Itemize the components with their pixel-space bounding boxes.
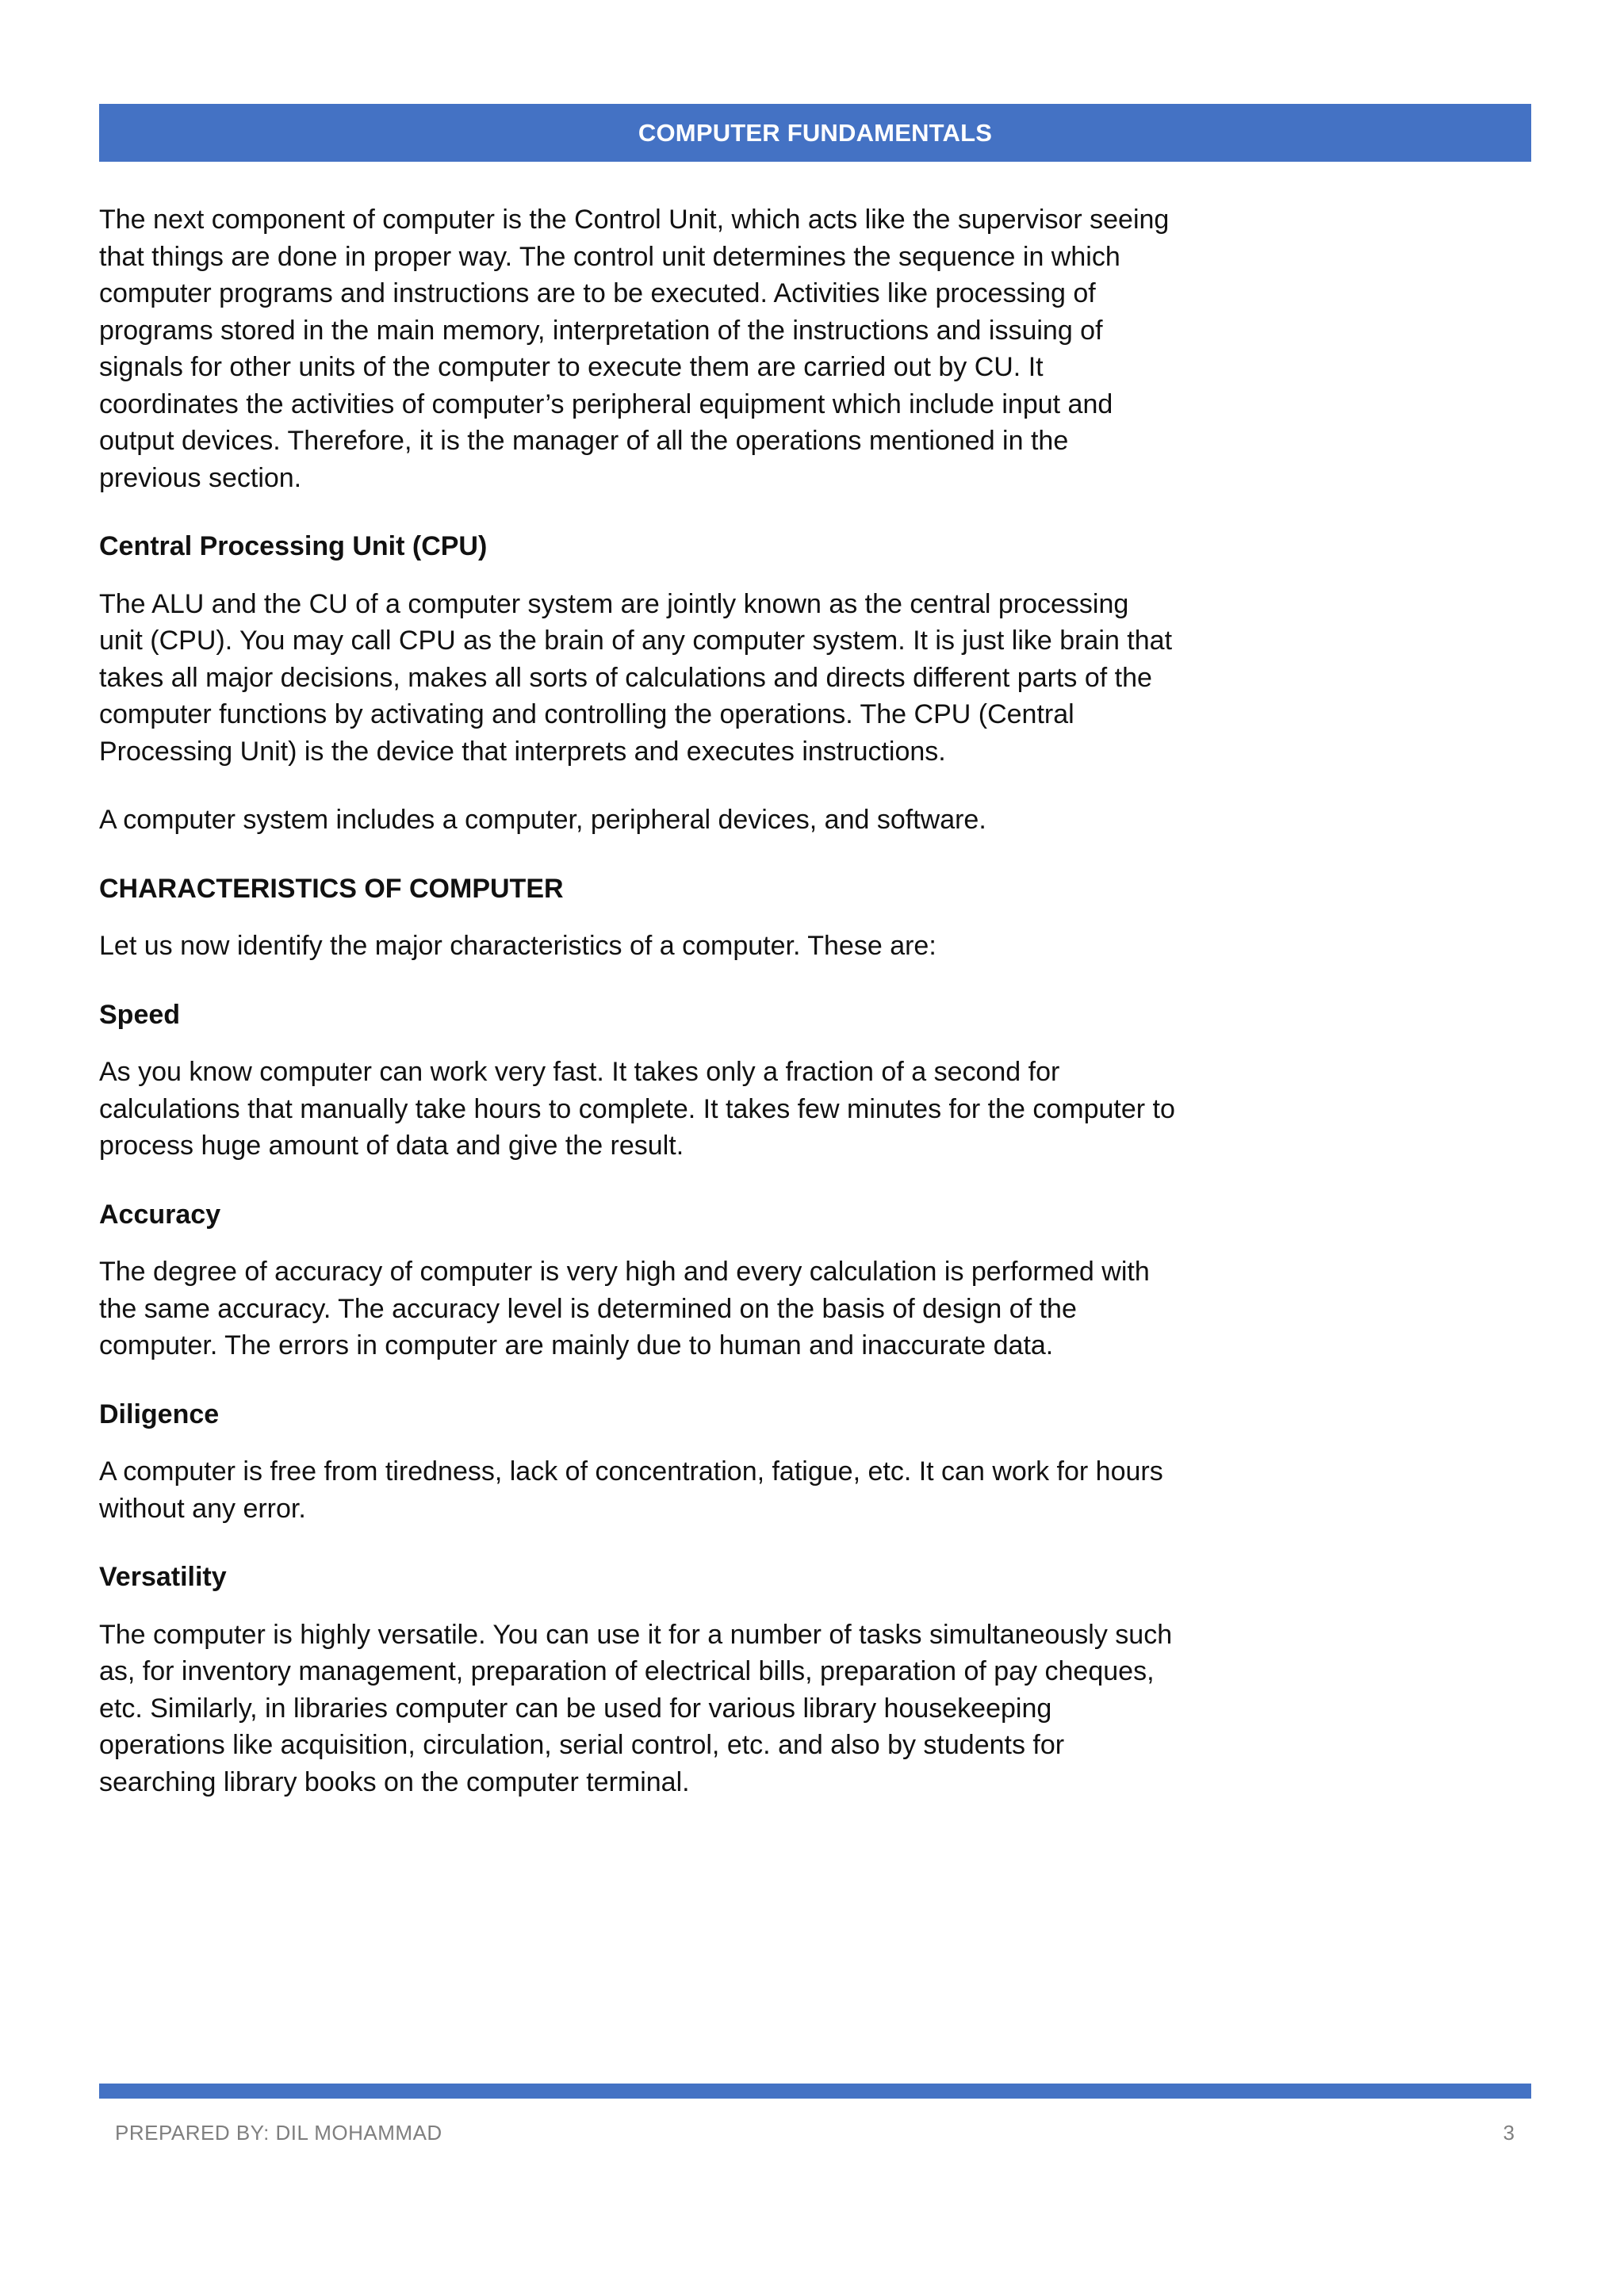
characteristics-heading: CHARACTERISTICS OF COMPUTER xyxy=(99,873,564,904)
diligence-heading: Diligence xyxy=(99,1399,220,1429)
speed-heading: Speed xyxy=(99,999,181,1030)
versatility-heading: Versatility xyxy=(99,1562,227,1592)
page-number: 3 xyxy=(1503,2121,1515,2145)
speed-paragraph: As you know computer can work very fast. It takes only a fraction of a second for calculations that manually take hours to complete. It takes few minutes for the computer to process huge amount of data and give the result. xyxy=(99,1057,1175,1161)
cpu-paragraph: The ALU and the CU of a computer system are jointly known as the central processing unit (CPU). You may call CPU as the brain of any computer system. It is just like brain that takes all major decisions, makes all sorts of calculations and directs different parts of the computer functions by activating and controlling the operations. The CPU (Central Processing Unit) is the device that interprets and executes instructions. xyxy=(99,588,1173,767)
characteristics-intro: Let us now identify the major characteristics of a computer. These are: xyxy=(99,931,936,961)
page-title: COMPUTER FUNDAMENTALS xyxy=(638,118,993,147)
cpu-heading: Central Processing Unit (CPU) xyxy=(99,531,488,561)
header-bar xyxy=(99,104,1531,162)
accuracy-paragraph: The degree of accuracy of computer is very high and every calculation is performed with the same accuracy. The accuracy level is determined on the basis of design of the computer. The errors in computer are mainly due to human and inaccurate data. xyxy=(99,1257,1150,1360)
control-unit-paragraph: The next component of computer is the Control Unit, which acts like the supervisor seeing that things are done in proper way. The control unit determines the sequence in which computer programs and instructions are to be executed. Activities like processing of programs stored in the main memory, interpretation of the instructions and issuing of signals for other units of the computer to execute them are carried out by CU. It coordinates the activities of computer’s peripheral equipment which include input and output devices. Therefore, it is the manager of all the operations mentioned in the previous section. xyxy=(99,205,1170,493)
footer-bar xyxy=(99,2084,1531,2099)
computer-system-paragraph: A computer system includes a computer, peripheral devices, and software. xyxy=(99,805,986,835)
versatility-paragraph: The computer is highly versatile. You can use it for a number of tasks simultaneously such as, for inventory management, preparation of electrical bills, preparation of pay cheques, etc. Similarly, in libraries computer can be used for various library housekeeping operations like acquisition, circulation, serial control, etc. and also by students for searching library books on the computer terminal. xyxy=(99,1619,1173,1797)
accuracy-heading: Accuracy xyxy=(99,1199,221,1230)
diligence-paragraph: A computer is free from tiredness, lack of concentration, fatigue, etc. It can work for hours without any error. xyxy=(99,1456,1163,1524)
footer-author: PREPARED BY: DIL MOHAMMAD xyxy=(115,2121,442,2145)
document-body xyxy=(99,201,1178,1832)
